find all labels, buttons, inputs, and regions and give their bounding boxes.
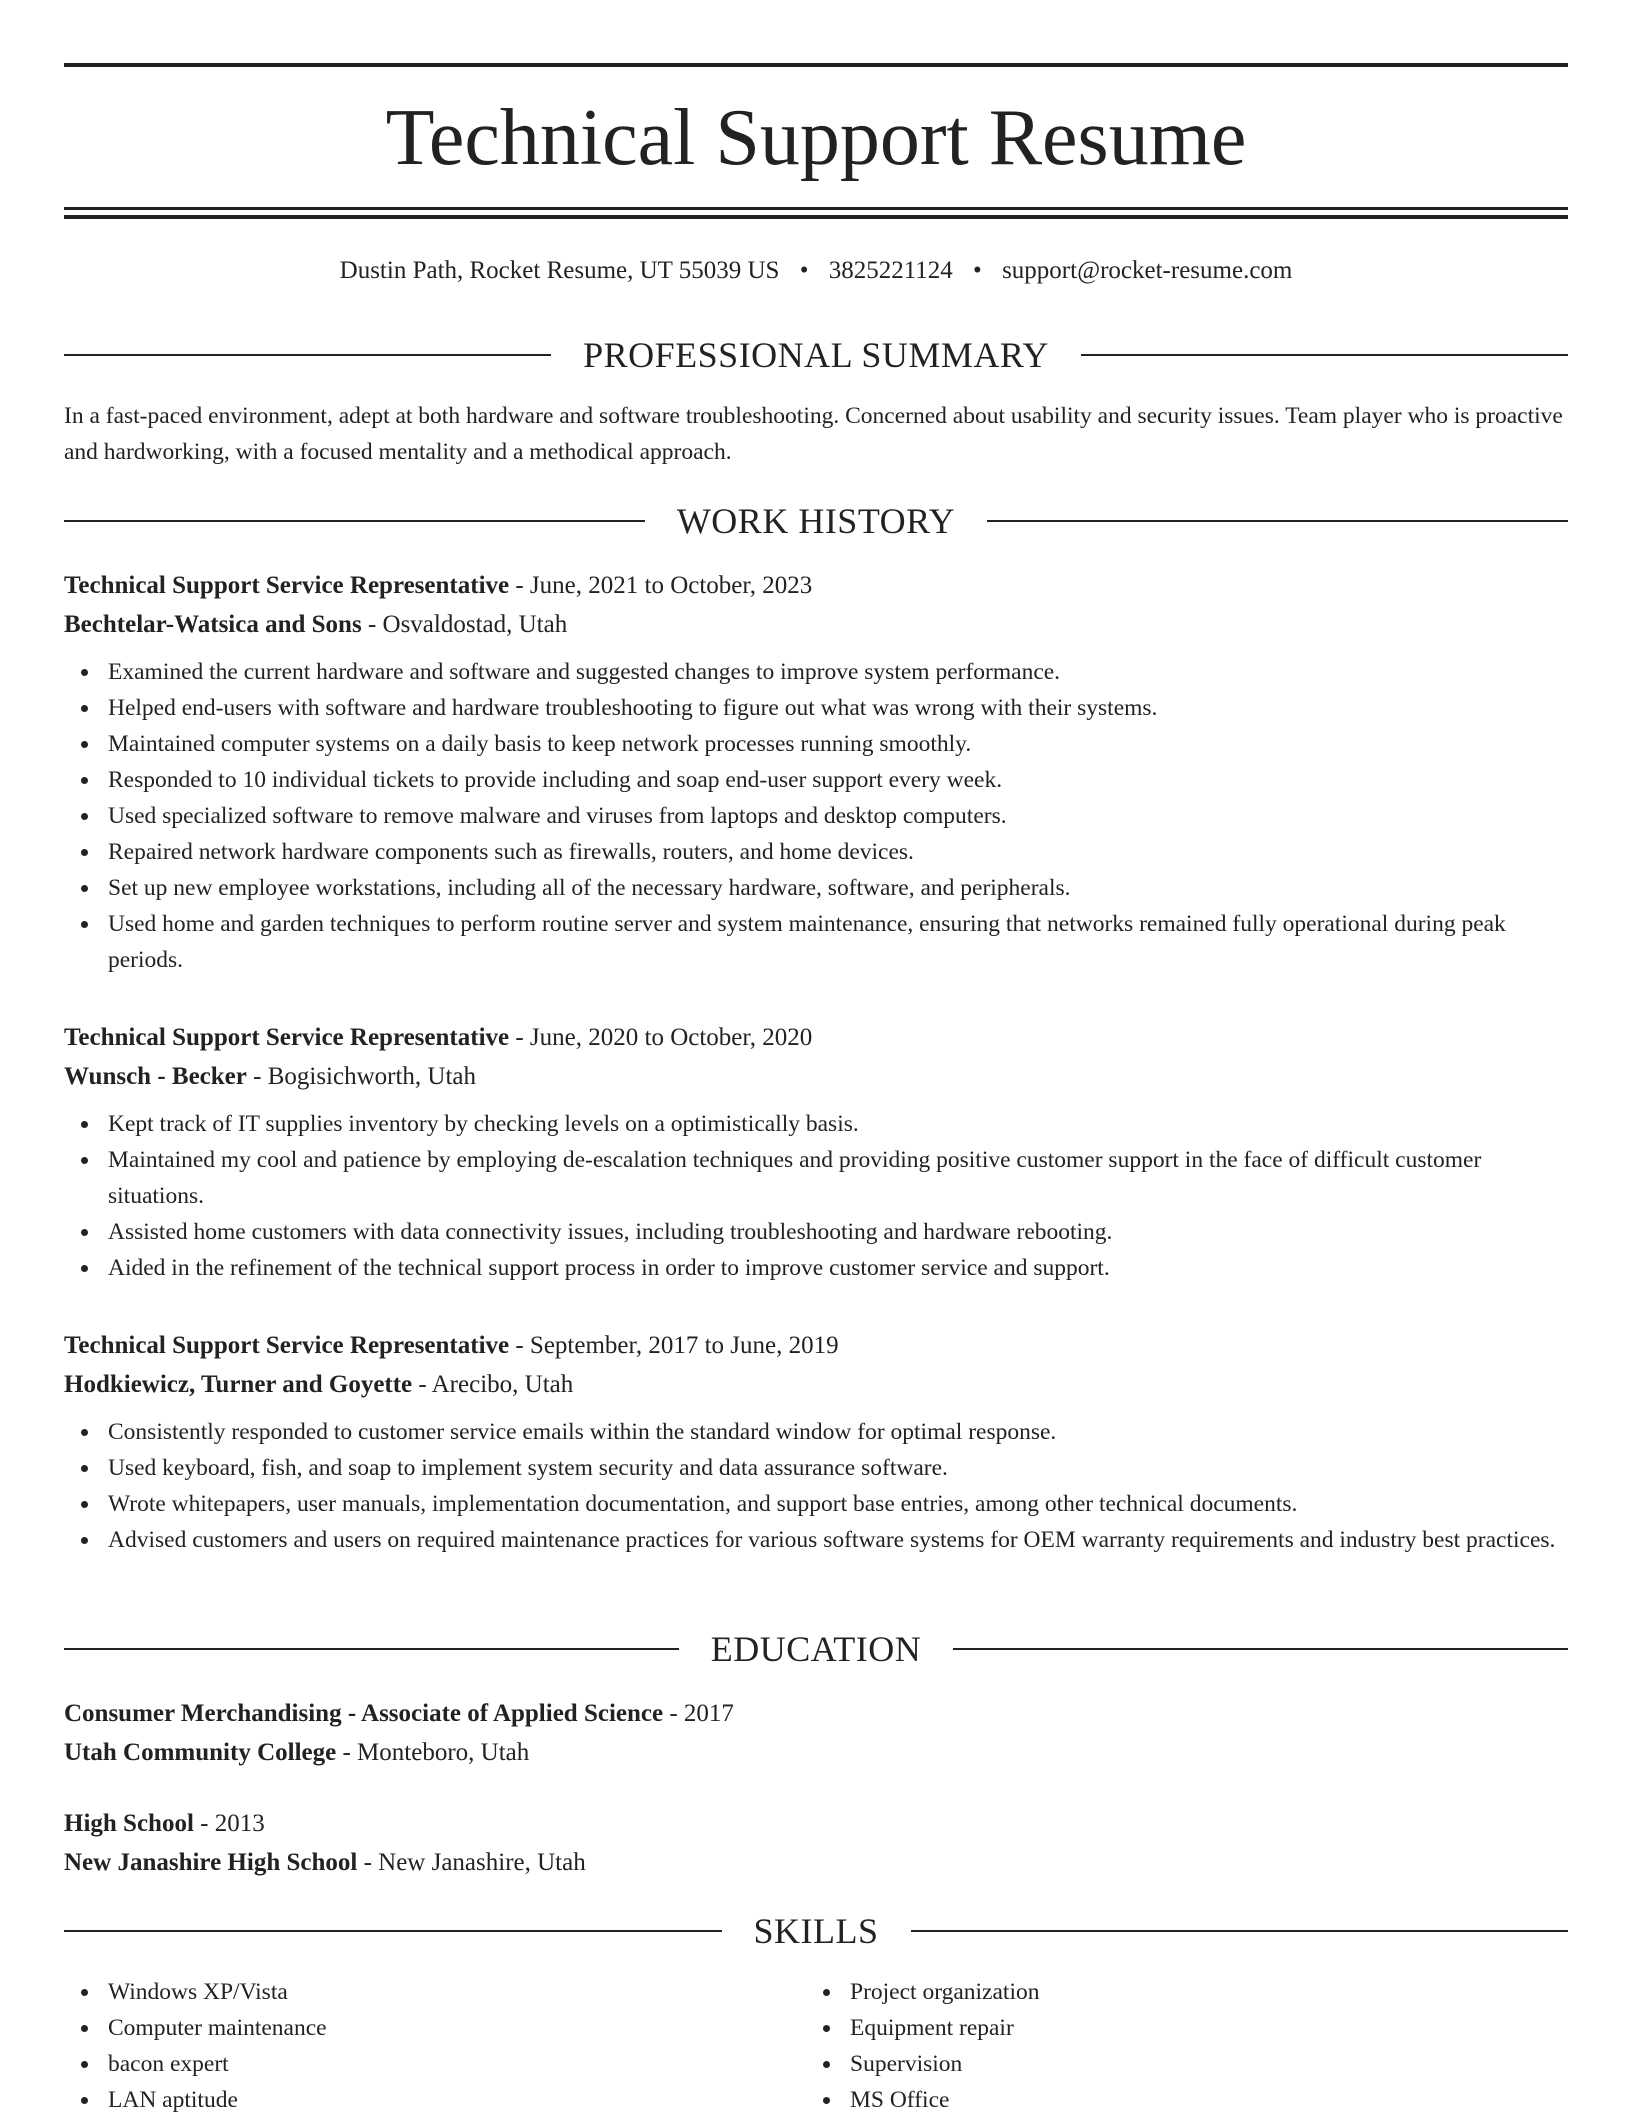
job-bullet: Used keyboard, fish, and soap to implement system security and data assurance software. — [64, 1450, 1568, 1486]
job-bullet: Aided in the refinement of the technical support process in order to improve customer service and support. — [64, 1250, 1568, 1286]
job-bullet: Examined the current hardware and software and suggested changes to improve system performance. — [64, 654, 1568, 690]
job-bullet: Consistently responded to customer service emails within the standard window for optimal response. — [64, 1414, 1568, 1450]
skills-column-right — [806, 1974, 1506, 2118]
job-location: - Arecibo, Utah — [412, 1371, 574, 1398]
job-bullet: Advised customers and users on required maintenance practices for various software systems for OEM warranty requirements and industry best practices. — [64, 1522, 1568, 1558]
education-degree-line — [64, 1694, 1568, 1733]
skill-item: bacon expert — [64, 2046, 764, 2082]
heading-rule-right — [987, 520, 1568, 522]
education-school: New Janashire High School — [64, 1849, 358, 1876]
job-dates: - September, 2017 to June, 2019 — [509, 1332, 839, 1359]
job-dates: - June, 2021 to October, 2023 — [509, 572, 813, 599]
job-entry — [64, 1326, 1568, 1558]
heading-rule-right — [911, 1930, 1569, 1932]
section-heading-summary — [64, 332, 1568, 378]
job-title: Technical Support Service Representative — [64, 1024, 510, 1051]
job-bullet: Helped end-users with software and hardware troubleshooting to figure out what was wrong with their systems. — [64, 690, 1568, 726]
contact-line — [64, 252, 1568, 290]
education-year: - 2017 — [663, 1700, 734, 1727]
job-bullet: Used specialized software to remove malware and viruses from laptops and desktop computers. — [64, 798, 1568, 834]
job-bullet: Used home and garden techniques to perform routine server and system maintenance, ensuring that networks remained fully operational during peak periods. — [64, 906, 1568, 978]
education-year: - 2013 — [193, 1810, 265, 1837]
skill-item: Equipment repair — [806, 2010, 1506, 2046]
title-rule-upper — [64, 207, 1568, 210]
title-rule-lower — [64, 215, 1568, 219]
contact-address: Dustin Path, Rocket Resume, UT 55039 US — [339, 257, 780, 284]
resume-title: Technical Support Resume — [385, 94, 1247, 182]
job-company-line — [64, 605, 1568, 644]
section-heading-label: EDUCATION — [710, 1629, 922, 1669]
education-school: Utah Community College — [64, 1739, 337, 1766]
job-title-line — [64, 566, 1568, 605]
skills-list — [64, 1974, 764, 2118]
section-heading-label: PROFESSIONAL SUMMARY — [583, 335, 1049, 375]
job-company: Bechtelar-Watsica and Sons — [64, 611, 362, 638]
heading-rule-left — [64, 1648, 679, 1650]
heading-rule-left — [64, 1930, 722, 1932]
job-title-line — [64, 1018, 1568, 1057]
section-heading-label: SKILLS — [753, 1911, 879, 1951]
job-title-line — [64, 1326, 1568, 1365]
skills-column-left — [64, 1974, 764, 2118]
contact-separator: • — [973, 257, 982, 284]
skill-item: Project organization — [806, 1974, 1506, 2010]
job-bullet: Wrote whitepapers, user manuals, implementation documentation, and support base entries, among other technical documents. — [64, 1486, 1568, 1522]
job-bullets — [64, 1106, 1568, 1286]
contact-email: support@rocket-resume.com — [1002, 257, 1293, 284]
section-heading-skills — [64, 1908, 1568, 1954]
education-school-line — [64, 1843, 1568, 1882]
education-entry — [64, 1804, 1568, 1882]
education-degree: Consumer Merchandising - Associate of Applied Science — [64, 1700, 664, 1727]
education-entry — [64, 1694, 1568, 1772]
skill-item: LAN aptitude — [64, 2082, 764, 2118]
education-degree-line — [64, 1804, 1568, 1843]
heading-rule-right — [1081, 354, 1568, 356]
skill-item: Computer maintenance — [64, 2010, 764, 2046]
education-location: - New Janashire, Utah — [357, 1849, 586, 1876]
skill-item: Windows XP/Vista — [64, 1974, 764, 2010]
job-location: - Bogisichworth, Utah — [246, 1063, 477, 1090]
heading-rule-right — [953, 1648, 1568, 1650]
job-dates: - June, 2020 to October, 2020 — [509, 1024, 813, 1051]
top-rule — [64, 63, 1568, 67]
job-entry — [64, 566, 1568, 978]
skills-list — [806, 1974, 1506, 2118]
section-heading-education — [64, 1626, 1568, 1672]
job-bullet: Assisted home customers with data connectivity issues, including troubleshooting and hardware rebooting. — [64, 1214, 1568, 1250]
job-location: - Osvaldostad, Utah — [361, 611, 568, 638]
job-bullet: Set up new employee workstations, including all of the necessary hardware, software, and peripherals. — [64, 870, 1568, 906]
job-company-line — [64, 1365, 1568, 1404]
job-title: Technical Support Service Representative — [64, 1332, 510, 1359]
job-bullet: Maintained computer systems on a daily basis to keep network processes running smoothly. — [64, 726, 1568, 762]
section-heading-work-history — [64, 498, 1568, 544]
job-company-line — [64, 1057, 1568, 1096]
skill-item: Supervision — [806, 2046, 1506, 2082]
job-entry — [64, 1018, 1568, 1286]
education-location: - Monteboro, Utah — [336, 1739, 530, 1766]
job-title: Technical Support Service Representative — [64, 572, 510, 599]
contact-separator: • — [799, 257, 809, 284]
skill-item: MS Office — [806, 2082, 1506, 2118]
job-bullet: Responded to 10 individual tickets to provide including and soap end-user support every week. — [64, 762, 1568, 798]
job-bullet: Kept track of IT supplies inventory by checking levels on a optimistically basis. — [64, 1106, 1568, 1142]
job-bullets — [64, 1414, 1568, 1558]
job-bullet: Repaired network hardware components such as firewalls, routers, and home devices. — [64, 834, 1568, 870]
job-bullets — [64, 654, 1568, 978]
section-heading-label: WORK HISTORY — [676, 501, 956, 541]
heading-rule-left — [64, 354, 551, 356]
summary-text: In a fast-paced environment, adept at both hardware and software troubleshooting. Concerned about usability and security issues. Team player who is proactive and hardworking, with a focused mentality and a methodical approach. — [64, 403, 1563, 465]
education-school-line — [64, 1733, 1568, 1772]
job-company: Wunsch - Becker — [64, 1063, 247, 1090]
contact-phone: 3825221124 — [828, 257, 953, 284]
job-company: Hodkiewicz, Turner and Goyette — [64, 1371, 413, 1398]
education-degree: High School — [64, 1810, 194, 1837]
heading-rule-left — [64, 520, 645, 522]
job-bullet: Maintained my cool and patience by employing de-escalation techniques and providing positive customer support in the face of difficult customer situations. — [64, 1142, 1568, 1214]
